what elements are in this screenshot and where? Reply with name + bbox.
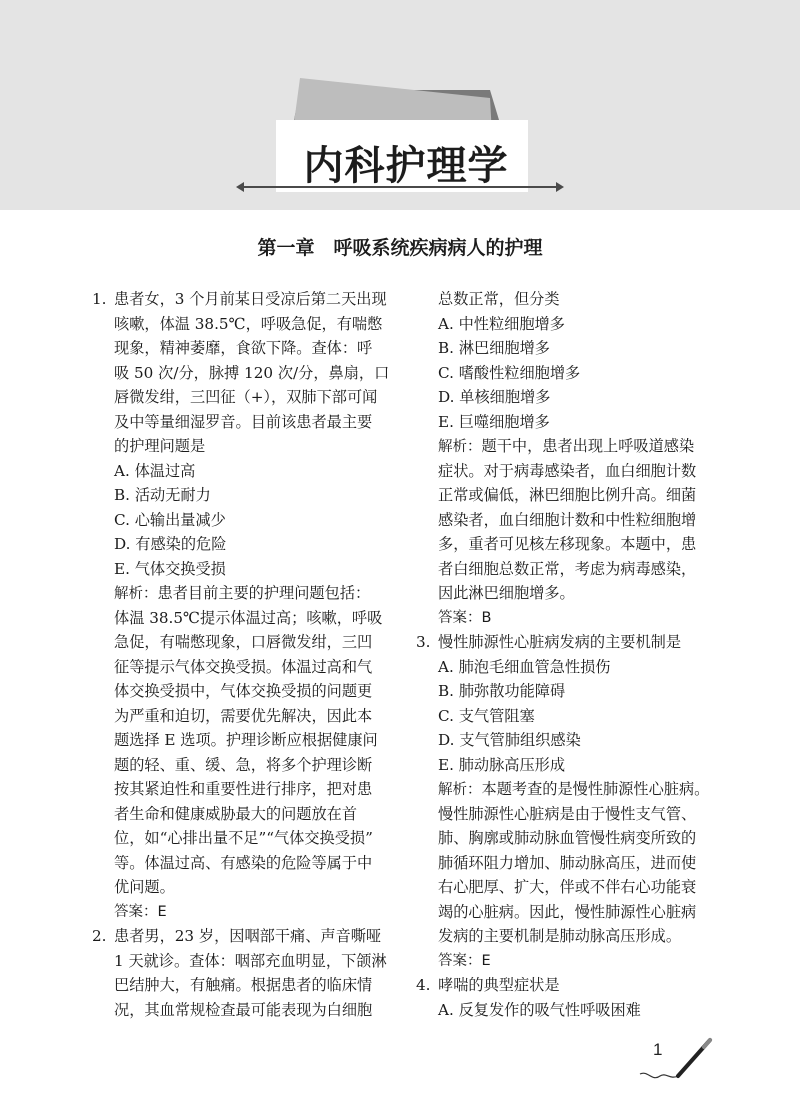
answer-option: B. 淋巴细胞增多 [438,339,550,357]
answer-option: C. 支气管阻塞 [438,706,535,725]
text-line: 体交换受损中，气体交换受损的问题更 [114,682,373,700]
analysis-line [416,434,714,459]
text-line: 巴结肿大，有触痛。根据患者的临床情 [114,976,373,994]
answer-option: A. 中性粒细胞增多 [438,314,565,333]
banner-left-arrow [236,182,244,192]
text-line: 正常或偏低，淋巴细胞比例升高。细菌 [438,486,697,504]
question-line [92,287,392,312]
answer-key: 答案：B [438,609,492,626]
answer-key: 答案：E [114,903,167,920]
text-line: 题的轻、重、缓、急，将多个护理诊断 [114,755,373,774]
answer-option: D. 支气管肺组织感染 [438,731,581,749]
text-line: 慢性肺源性心脏病是由于慢性支气管、 [438,804,697,823]
text-line: 症状。对于病毒感染者，血白细胞计数 [438,461,697,480]
answer-key: 答案：E [438,952,491,969]
text-line: 急促，有喘憋现象，口唇微发绀，三凹 [114,633,373,651]
question-number: 1. [92,290,107,308]
pen-icon [630,1030,720,1090]
text-line: 因此淋巴细胞增多。 [438,584,575,602]
question-text: 患者女，3 个月前某日受凉后第二天出现 [114,290,387,308]
answer-option: A. 肺泡毛细血管急性损伤 [438,657,611,676]
question-line [92,924,392,949]
text-line: 咳嗽，体温 38.5℃，呼吸急促，有喘憋 [114,314,383,333]
text-line: 右心肥厚、扩大，伴或不伴右心功能衰 [438,878,697,896]
analysis-line [92,581,392,606]
page-number: 1 [653,1040,663,1059]
text-line: 者白细胞总数正常，考虑为病毒感染， [438,559,697,578]
text-line: 等。体温过高、有感染的危险等属于中 [114,853,373,872]
text-line: 者生命和健康威胁最大的问题放在首 [114,804,357,823]
answer-option: E. 气体交换受损 [114,559,226,578]
answer-option: C. 嗜酸性粒细胞增多 [438,363,581,382]
text-line: 优问题。 [114,878,175,896]
question-text: 哮喘的典型症状是 [438,976,560,994]
question-text: 患者男，23 岁，因咽部干痛、声音嘶哑 [114,927,382,945]
analysis-label: 解析： [438,782,482,798]
analysis-label: 解析： [114,586,158,602]
pen-cap [704,1040,710,1047]
text-line: 感染者，血白细胞计数和中性粒细胞增 [438,510,697,529]
question-number: 4. [416,976,431,994]
book-section-title: 内科护理学 [303,143,509,189]
analysis-text: 患者目前主要的护理问题包括： [157,584,371,602]
answer-option: B. 肺弥散功能障碍 [438,682,566,700]
question-number: 2. [92,927,107,945]
text-line: 肺循环阻力增加、肺动脉高压，进而使 [438,853,697,872]
text-line: 体温 38.5℃提示体温过高；咳嗽，呼吸 [114,608,383,627]
text-line: 按其紧迫性和重要性进行排序，把对患 [114,780,373,798]
answer-option: B. 活动无耐力 [114,486,211,504]
text-line: 的护理问题是 [114,437,206,455]
text-line: 唇微发绀，三凹征（+），双肺下部可闻 [114,388,378,406]
text-line: 及中等量细湿罗音。目前该患者最主要 [114,412,373,431]
text-line: 现象，精神萎靡，食欲下降。查体：呼 [114,339,373,357]
text-line: 吸 50 次/分，脉搏 120 次/分，鼻扇，口 [114,363,390,382]
analysis-text: 本题考查的是慢性肺源性心脏病。 [481,780,710,798]
answer-option: A. 体温过高 [114,461,196,480]
answer-option: A. 反复发作的吸气性呼吸困难 [438,1000,641,1019]
answer-option: E. 巨噬细胞增多 [438,412,550,431]
text-line: 征等提示气体交换受损。体温过高和气 [114,657,373,676]
analysis-line [416,777,714,802]
answer-option: D. 有感染的危险 [114,535,227,553]
right-column [416,287,714,1022]
text-line: 1 天就诊。查体：咽部充血明显，下颌淋 [114,951,387,970]
analysis-label: 解析： [438,439,482,455]
text-line: 为严重和迫切，需要优先解决，因此本 [114,706,373,725]
banner-right-arrow [556,182,564,192]
text-line: 竭的心脏病。因此，慢性肺源性心脏病 [438,902,697,921]
text-line: 肺、胸廓或肺动脉血管慢性病变所致的 [438,829,697,847]
chapter-heading: 第一章 呼吸系统疾病病人的护理 [257,237,543,259]
question-number: 3. [416,633,431,651]
answer-option: D. 单核细胞增多 [438,388,551,406]
question-line [416,973,714,998]
answer-option: C. 心输出量减少 [114,510,226,529]
left-column [92,287,392,1022]
answer-option: E. 肺动脉高压形成 [438,755,566,774]
text-line: 位，如“心排出量不足”“气体交换受损” [114,829,373,847]
question-line [416,630,714,655]
text-line: 多，重者可见核左移现象。本题中，患 [438,535,697,553]
text-line: 发病的主要机制是肺动脉高压形成。 [438,927,681,945]
text-line: 总数正常，但分类 [438,290,560,308]
analysis-text: 题干中，患者出现上呼吸道感染 [481,437,695,455]
text-line: 题选择 E 选项。护理诊断应根据健康问 [114,731,378,749]
text-line: 况，其血常规检查最可能表现为白细胞 [114,1000,373,1019]
pen-squiggle [640,1073,678,1078]
question-text: 慢性肺源性心脏病发病的主要机制是 [438,633,681,651]
